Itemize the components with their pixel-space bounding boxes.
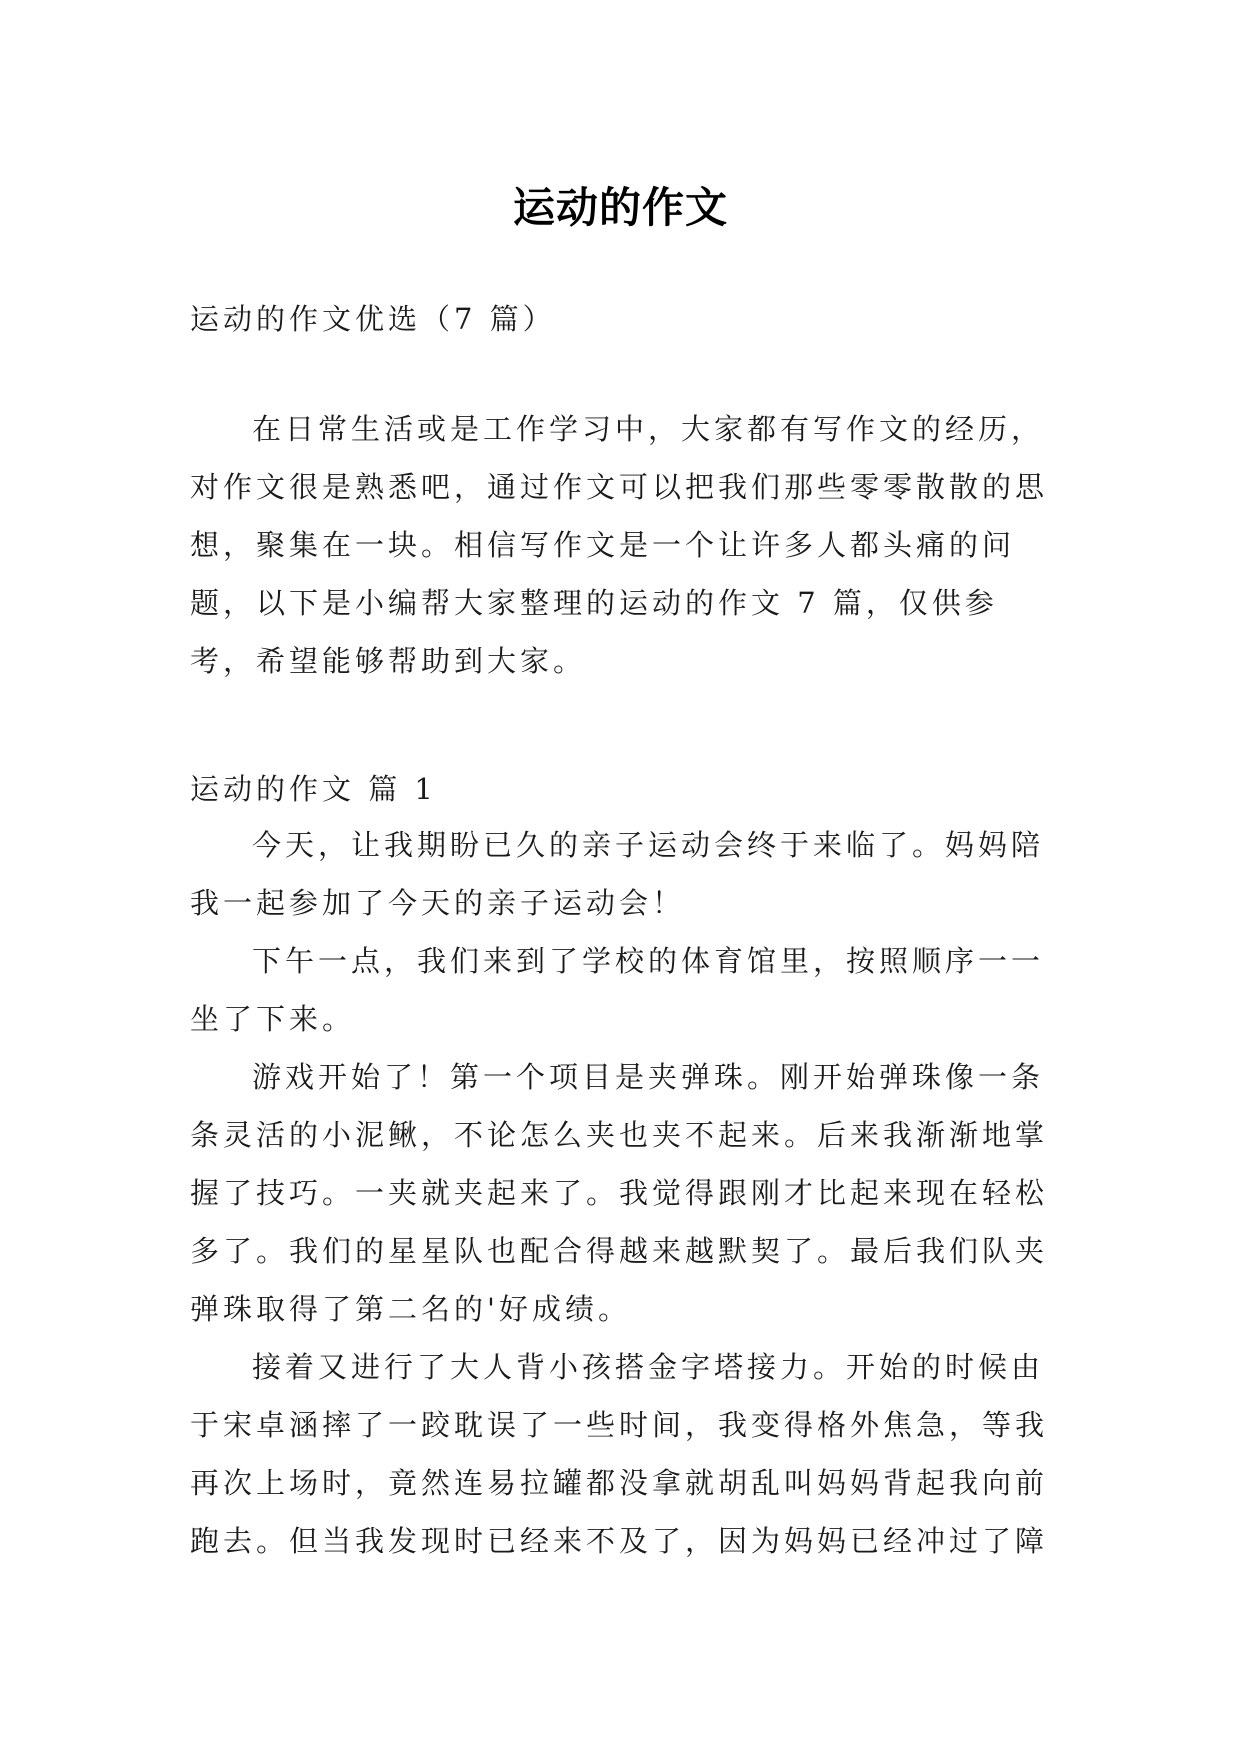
essay-body xyxy=(190,816,1060,1570)
essay-paragraph: 下午一点，我们来到了学校的体育馆里，按照顺序一一坐了下来。 xyxy=(190,944,1045,1036)
essay-paragraph: 接着又进行了大人背小孩搭金字塔接力。开始的时候由于宋卓涵摔了一跤耽误了一些时间，我变得格外焦急，等我再次上场时，竟然连易拉罐都没拿就胡乱叫妈妈背起我向前跑去。但当我发现时已经来不及了，因为妈妈已经冲过了障 xyxy=(190,1350,1049,1558)
essay-paragraph: 游戏开始了！第一个项目是夹弹珠。刚开始弹珠像一条条灵活的小泥鳅，不论怎么夹也夹不起来。后来我渐渐地掌握了技巧。一夹就夹起来了。我觉得跟刚才比起来现在轻松多了。我们的星星队也配合得越来越默契了。最后我们队夹弹珠取得了第二名的'好成绩。 xyxy=(190,1060,1049,1326)
document-subtitle: 运动的作文优选（7 篇） xyxy=(190,302,556,336)
essay-paragraph: 今天，让我期盼已久的亲子运动会终于来临了。妈妈陪我一起参加了今天的亲子运动会！ xyxy=(190,828,1045,920)
section-heading: 运动的作文 篇 1 xyxy=(190,772,437,806)
intro-paragraph: 在日常生活或是工作学习中，大家都有写作文的经历，对作文很是熟悉吧，通过作文可以把我们那些零零散散的思想，聚集在一块。相信写作文是一个让许多人都头痛的问题，以下是小编帮大家整理的运动的作文 7 篇，仅供参考，希望能够帮助到大家。 xyxy=(190,412,1049,678)
document-title: 运动的作文 xyxy=(512,183,728,233)
